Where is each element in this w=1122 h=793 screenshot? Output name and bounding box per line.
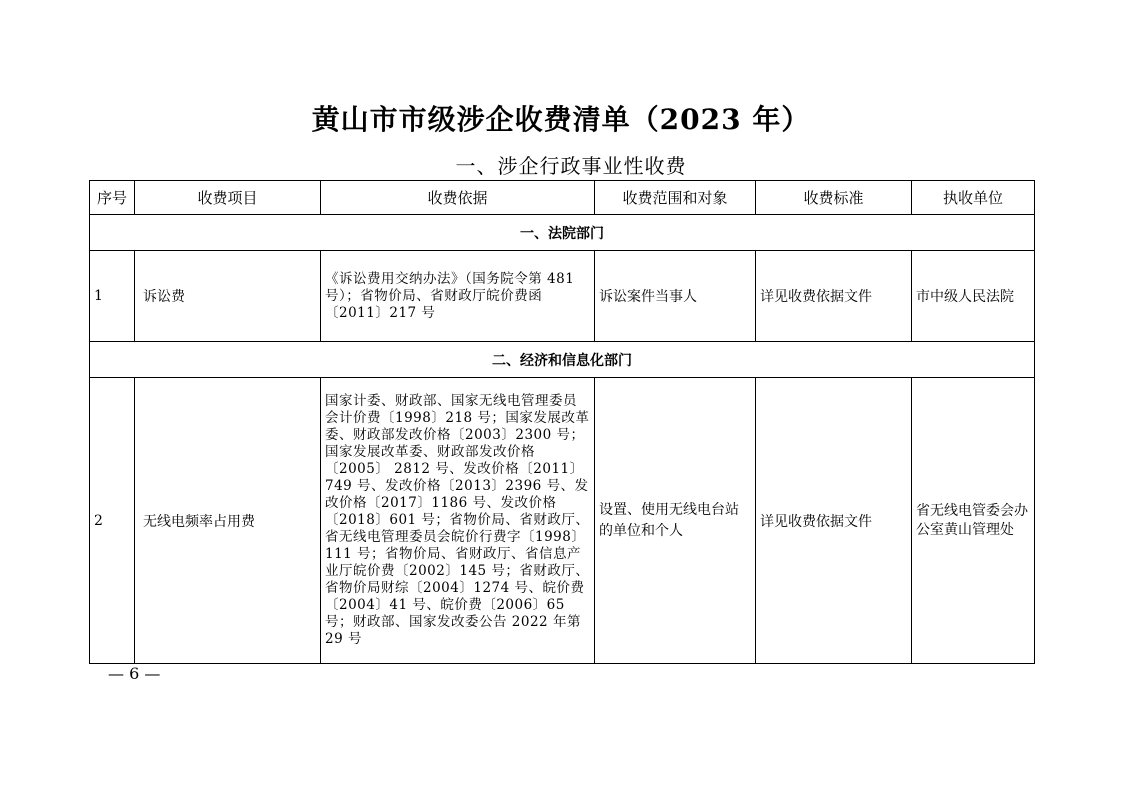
table-header-row <box>90 181 1035 215</box>
cell-standard: 详见收费依据文件 <box>756 378 912 664</box>
section-row <box>90 215 1035 251</box>
page-number: — 6 — <box>108 664 161 683</box>
cell-no: 2 <box>90 378 135 664</box>
cell-basis: 国家计委、财政部、国家无线电管理委员会计价费〔1998〕218 号；国家发展改革委、财政部发改价格〔2003〕2300 号；国家发展改革委、财政部发改价格〔2005〕 2812 号、发改价格〔2011〕749 号、发改价格〔2013〕2396 号、发改价格〔2017〕1186 号、发改价格〔2018〕601 号；省物价局、省财政厅、省无线电管理委员会皖价行费字〔1998〕111 号；省物价局、省财政厅、省信息产业厅皖价费〔2002〕145 号；省财政厅、省物价局财综〔2004〕1274 号、皖价费〔2004〕41 号、皖价费〔2006〕65 号；财政部、国家发改委公告 2022 年第 29 号 <box>321 378 595 664</box>
table-row <box>90 251 1035 342</box>
header-scope: 收费范围和对象 <box>595 181 756 215</box>
header-unit: 执收单位 <box>912 181 1035 215</box>
cell-basis: 《诉讼费用交纳办法》（国务院令第 481 号）；省物价局、省财政厅皖价费函〔2011〕217 号 <box>321 251 595 342</box>
section-subtitle: 一、涉企行政事业性收费 <box>455 154 687 178</box>
cell-item: 诉讼费 <box>135 251 321 342</box>
cell-scope: 设置、使用无线电台站的单位和个人 <box>595 378 756 664</box>
cell-unit: 省无线电管委会办公室黄山管理处 <box>912 378 1035 664</box>
document-title: 黄山市市级涉企收费清单（2023 年） <box>311 103 811 136</box>
cell-standard: 详见收费依据文件 <box>756 251 912 342</box>
header-standard: 收费标准 <box>756 181 912 215</box>
cell-no: 1 <box>90 251 135 342</box>
header-item: 收费项目 <box>135 181 321 215</box>
section-row <box>90 342 1035 378</box>
cell-scope: 诉讼案件当事人 <box>595 251 756 342</box>
cell-item: 无线电频率占用费 <box>135 378 321 664</box>
section-heading: 一、法院部门 <box>90 215 1035 251</box>
fee-table <box>89 180 1035 664</box>
table-row <box>90 378 1035 664</box>
header-no: 序号 <box>90 181 135 215</box>
section-heading: 二、经济和信息化部门 <box>90 342 1035 378</box>
header-basis: 收费依据 <box>321 181 595 215</box>
cell-unit: 市中级人民法院 <box>912 251 1035 342</box>
